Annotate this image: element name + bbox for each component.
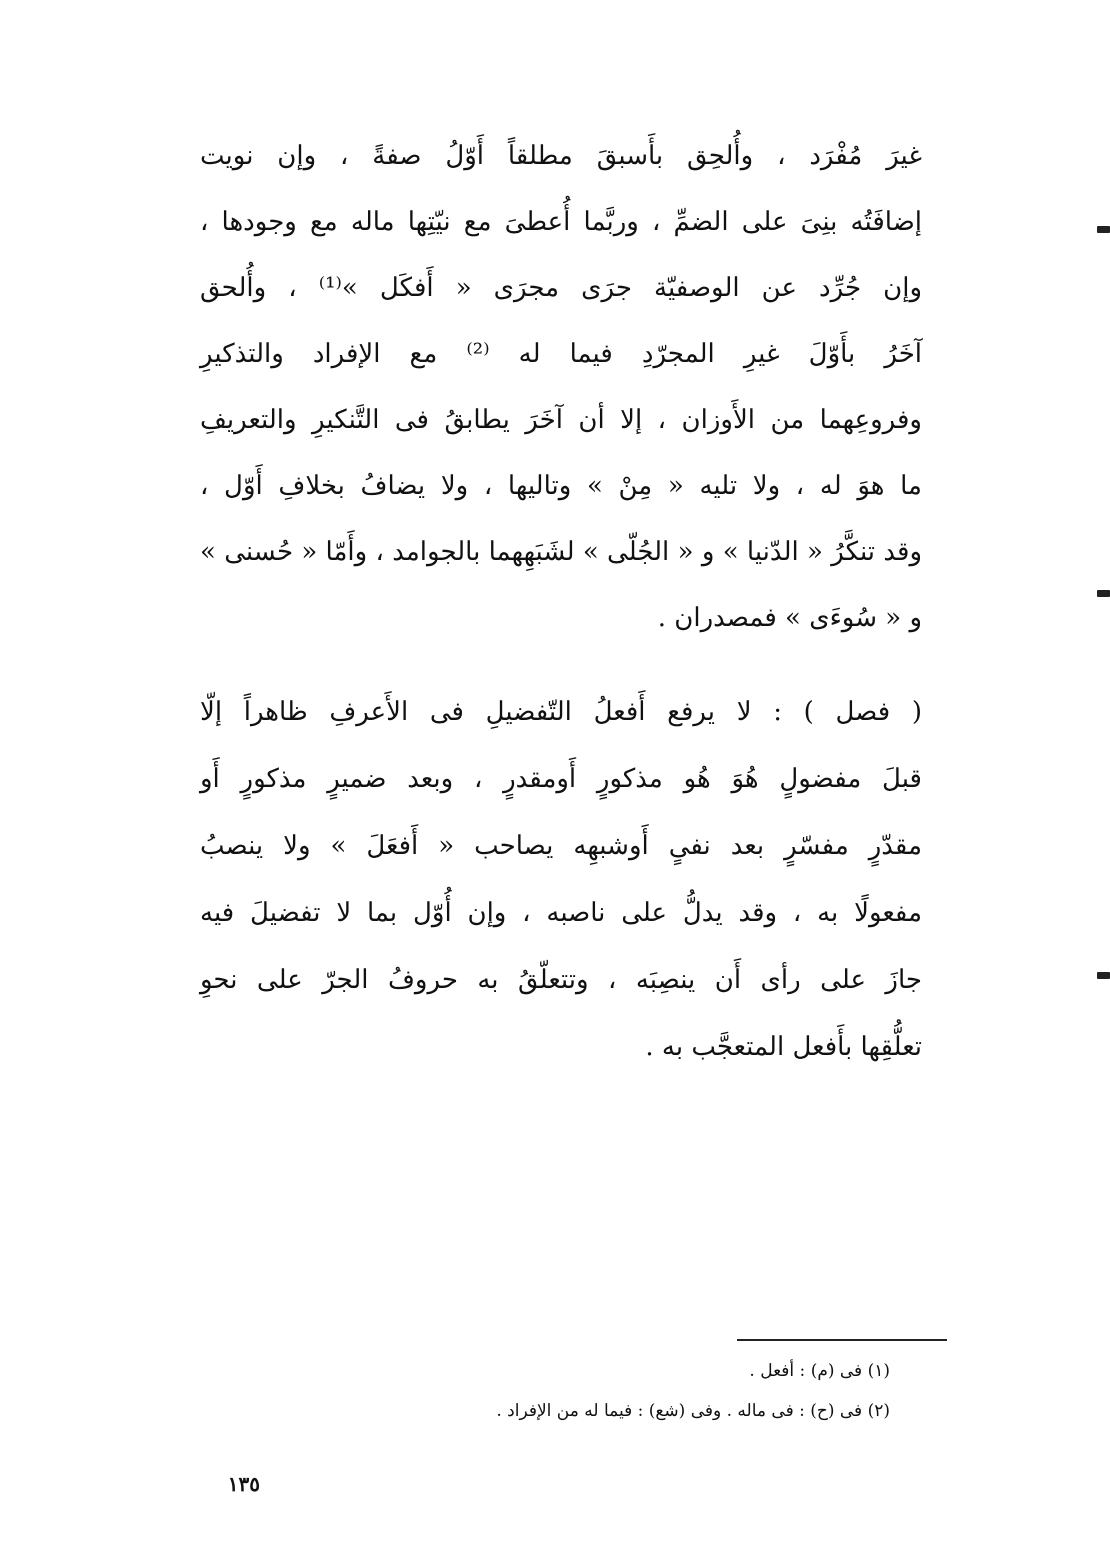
text-line: إضافَتُه بنِىَ على الضمِّ ، وربَّما أُعطىَ مع نيّتِها ماله مع وجودها ، — [200, 207, 922, 237]
text-line: ( فصل ) : لا يرفع أَفعلُ التّفضيلِ فى الأَعرفِ ظاهراً إلّا — [200, 697, 922, 727]
text-line: ما هوَ له ، ولا تليه « مِنْ » وتاليها ، ولا يضافُ بخلافِ أَوّل ، — [200, 471, 922, 501]
text-line: وإن جُرِّد عن الوصفيّة جرَى مجرَى « أَفكَل »⁽¹⁾ ، وأُلحق — [200, 273, 922, 303]
text-line: وفروعِهما من الأَوزان ، إلا أن آخَرَ يطابقُ فى التَّنكيرِ والتعريفِ — [200, 405, 922, 435]
text-line: مفعولًا به ، وقد يدلُّ على ناصبه ، وإن أُوّل بما لا تفضيلَ فيه — [200, 898, 922, 928]
scan-edge-mark — [1097, 972, 1110, 979]
text-line: آخَرُ بأَوّلَ غيرِ المجرّدِ فيما له ⁽²⁾ مع الإفراد والتذكيرِ — [200, 339, 922, 369]
paragraph-2-fasl — [200, 696, 922, 1098]
text-line: وقد تنكَّرُ « الدّنيا » و « الجُلّى » لشَبَهِهما بالجوامد ، وأَمّا « حُسنى » — [200, 537, 922, 567]
scan-edge-mark — [1097, 226, 1110, 233]
footnote-1: (١) فى (م) : أفعل . — [749, 1361, 890, 1381]
footnote-divider — [737, 1339, 947, 1341]
text-line: غيرَ مُفْرَد ، وأُلحِق بأَسبقَ مطلقاً أَوّلُ صفةً ، وإن نويت — [200, 141, 922, 171]
paragraph-1 — [200, 140, 922, 668]
text-line: جازَ على رأى أَن ينصِبَه ، وتتعلّقُ به حروفُ الجرّ على نحوِ — [200, 965, 922, 995]
scan-edge-mark — [1097, 590, 1110, 597]
footnote-2: (٢) فى (ح) : فى ماله . وفى (شع) : فيما له من الإفراد . — [496, 1401, 890, 1421]
text-line: و « سُوءَى » فمصدران . — [657, 603, 922, 633]
text-line: قبلَ مفضولٍ هُوَ هُو مذكورٍ أَومقدرٍ ، وبعد ضميرٍ مذكورٍ أَو — [200, 764, 922, 794]
text-line: تعلُّقِها بأَفعل المتعجَّب به . — [645, 1032, 922, 1062]
footnotes — [450, 1360, 890, 1440]
page-number: ١٣٥ — [227, 1472, 260, 1496]
text-line: مقدّرٍ مفسّرٍ بعد نفىٍ أَوشبهِه يصاحب « أَفعَلَ » ولا ينصبُ — [200, 831, 922, 861]
